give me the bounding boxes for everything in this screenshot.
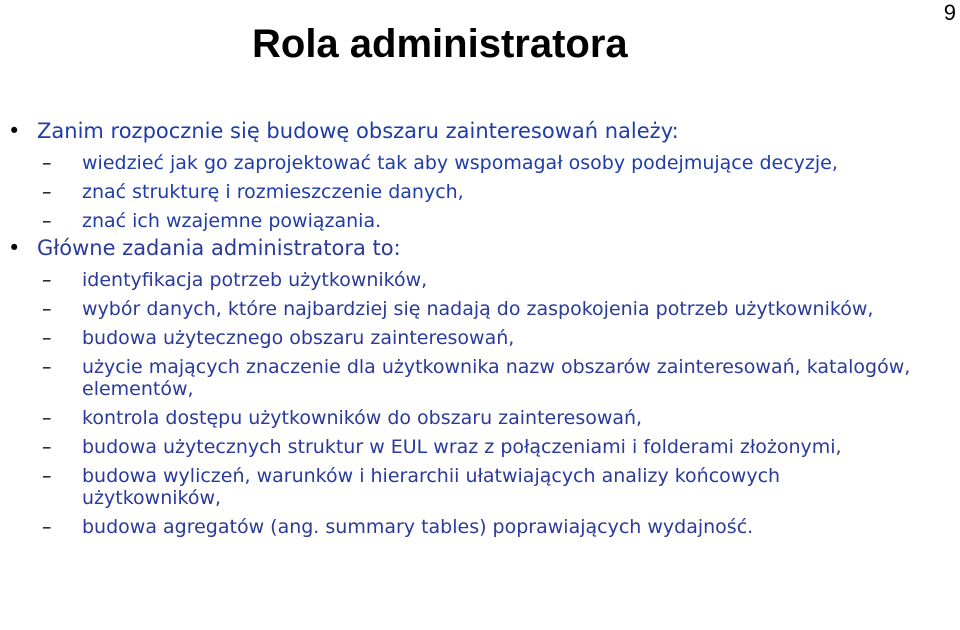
bullet-dot-icon: •: [8, 236, 21, 260]
sub-item: [0, 298, 922, 320]
dash-icon: –: [42, 181, 52, 203]
sub-item-text: budowa użytecznego obszaru zainteresowań,: [82, 327, 515, 349]
sub-item-text: znać ich wzajemne powiązania.: [82, 210, 382, 232]
sub-item: [0, 210, 922, 232]
bullet-item: [0, 235, 960, 262]
sub-item: [0, 356, 922, 400]
bullet-item: [0, 118, 960, 145]
sub-item-text: kontrola dostępu użytkowników do obszaru zainteresowań,: [82, 407, 643, 429]
sub-item-text: wybór danych, które najbardziej się nadają do zaspokojenia potrzeb użytkowników,: [82, 298, 874, 320]
sub-item-text: użycie mających znaczenie dla użytkownika nazw obszarów zainteresowań, katalogów, elementów,: [82, 356, 911, 400]
sub-item-text: wiedzieć jak go zaprojektować tak aby wspomagał osoby podejmujące decyzje,: [82, 152, 838, 174]
bullet-dot-icon: •: [8, 119, 21, 143]
bullet-text: Główne zadania administratora to:: [37, 236, 401, 260]
sub-item: [0, 407, 922, 429]
dash-icon: –: [42, 327, 52, 349]
dash-icon: –: [42, 210, 52, 232]
sub-item-text: znać strukturę i rozmieszczenie danych,: [82, 181, 464, 203]
sub-item-text: budowa użytecznych struktur w EUL wraz z połączeniami i folderami złożonymi,: [82, 436, 842, 458]
sub-item-text: identyfikacja potrzeb użytkowników,: [82, 269, 428, 291]
dash-icon: –: [42, 356, 52, 378]
dash-icon: –: [42, 269, 52, 291]
dash-icon: –: [42, 407, 52, 429]
slide-title: Rola administratora: [252, 22, 628, 66]
sub-item: [0, 436, 922, 458]
sub-item: [0, 516, 922, 538]
sub-item: [0, 181, 922, 203]
sub-item: [0, 327, 922, 349]
dash-icon: –: [42, 516, 52, 538]
dash-icon: –: [42, 465, 52, 487]
slide-content: [0, 118, 960, 545]
dash-icon: –: [42, 152, 52, 174]
page-number: 9: [943, 0, 956, 25]
sub-item: [0, 269, 922, 291]
sub-item: [0, 152, 922, 174]
sub-item-text: budowa wyliczeń, warunków i hierarchii ułatwiających analizy końcowych użytkowników,: [82, 465, 781, 509]
sub-item-text: budowa agregatów (ang. summary tables) poprawiających wydajność.: [82, 516, 754, 538]
sub-item: [0, 465, 922, 509]
bullet-text: Zanim rozpocznie się budowę obszaru zainteresowań należy:: [37, 119, 679, 143]
dash-icon: –: [42, 298, 52, 320]
dash-icon: –: [42, 436, 52, 458]
